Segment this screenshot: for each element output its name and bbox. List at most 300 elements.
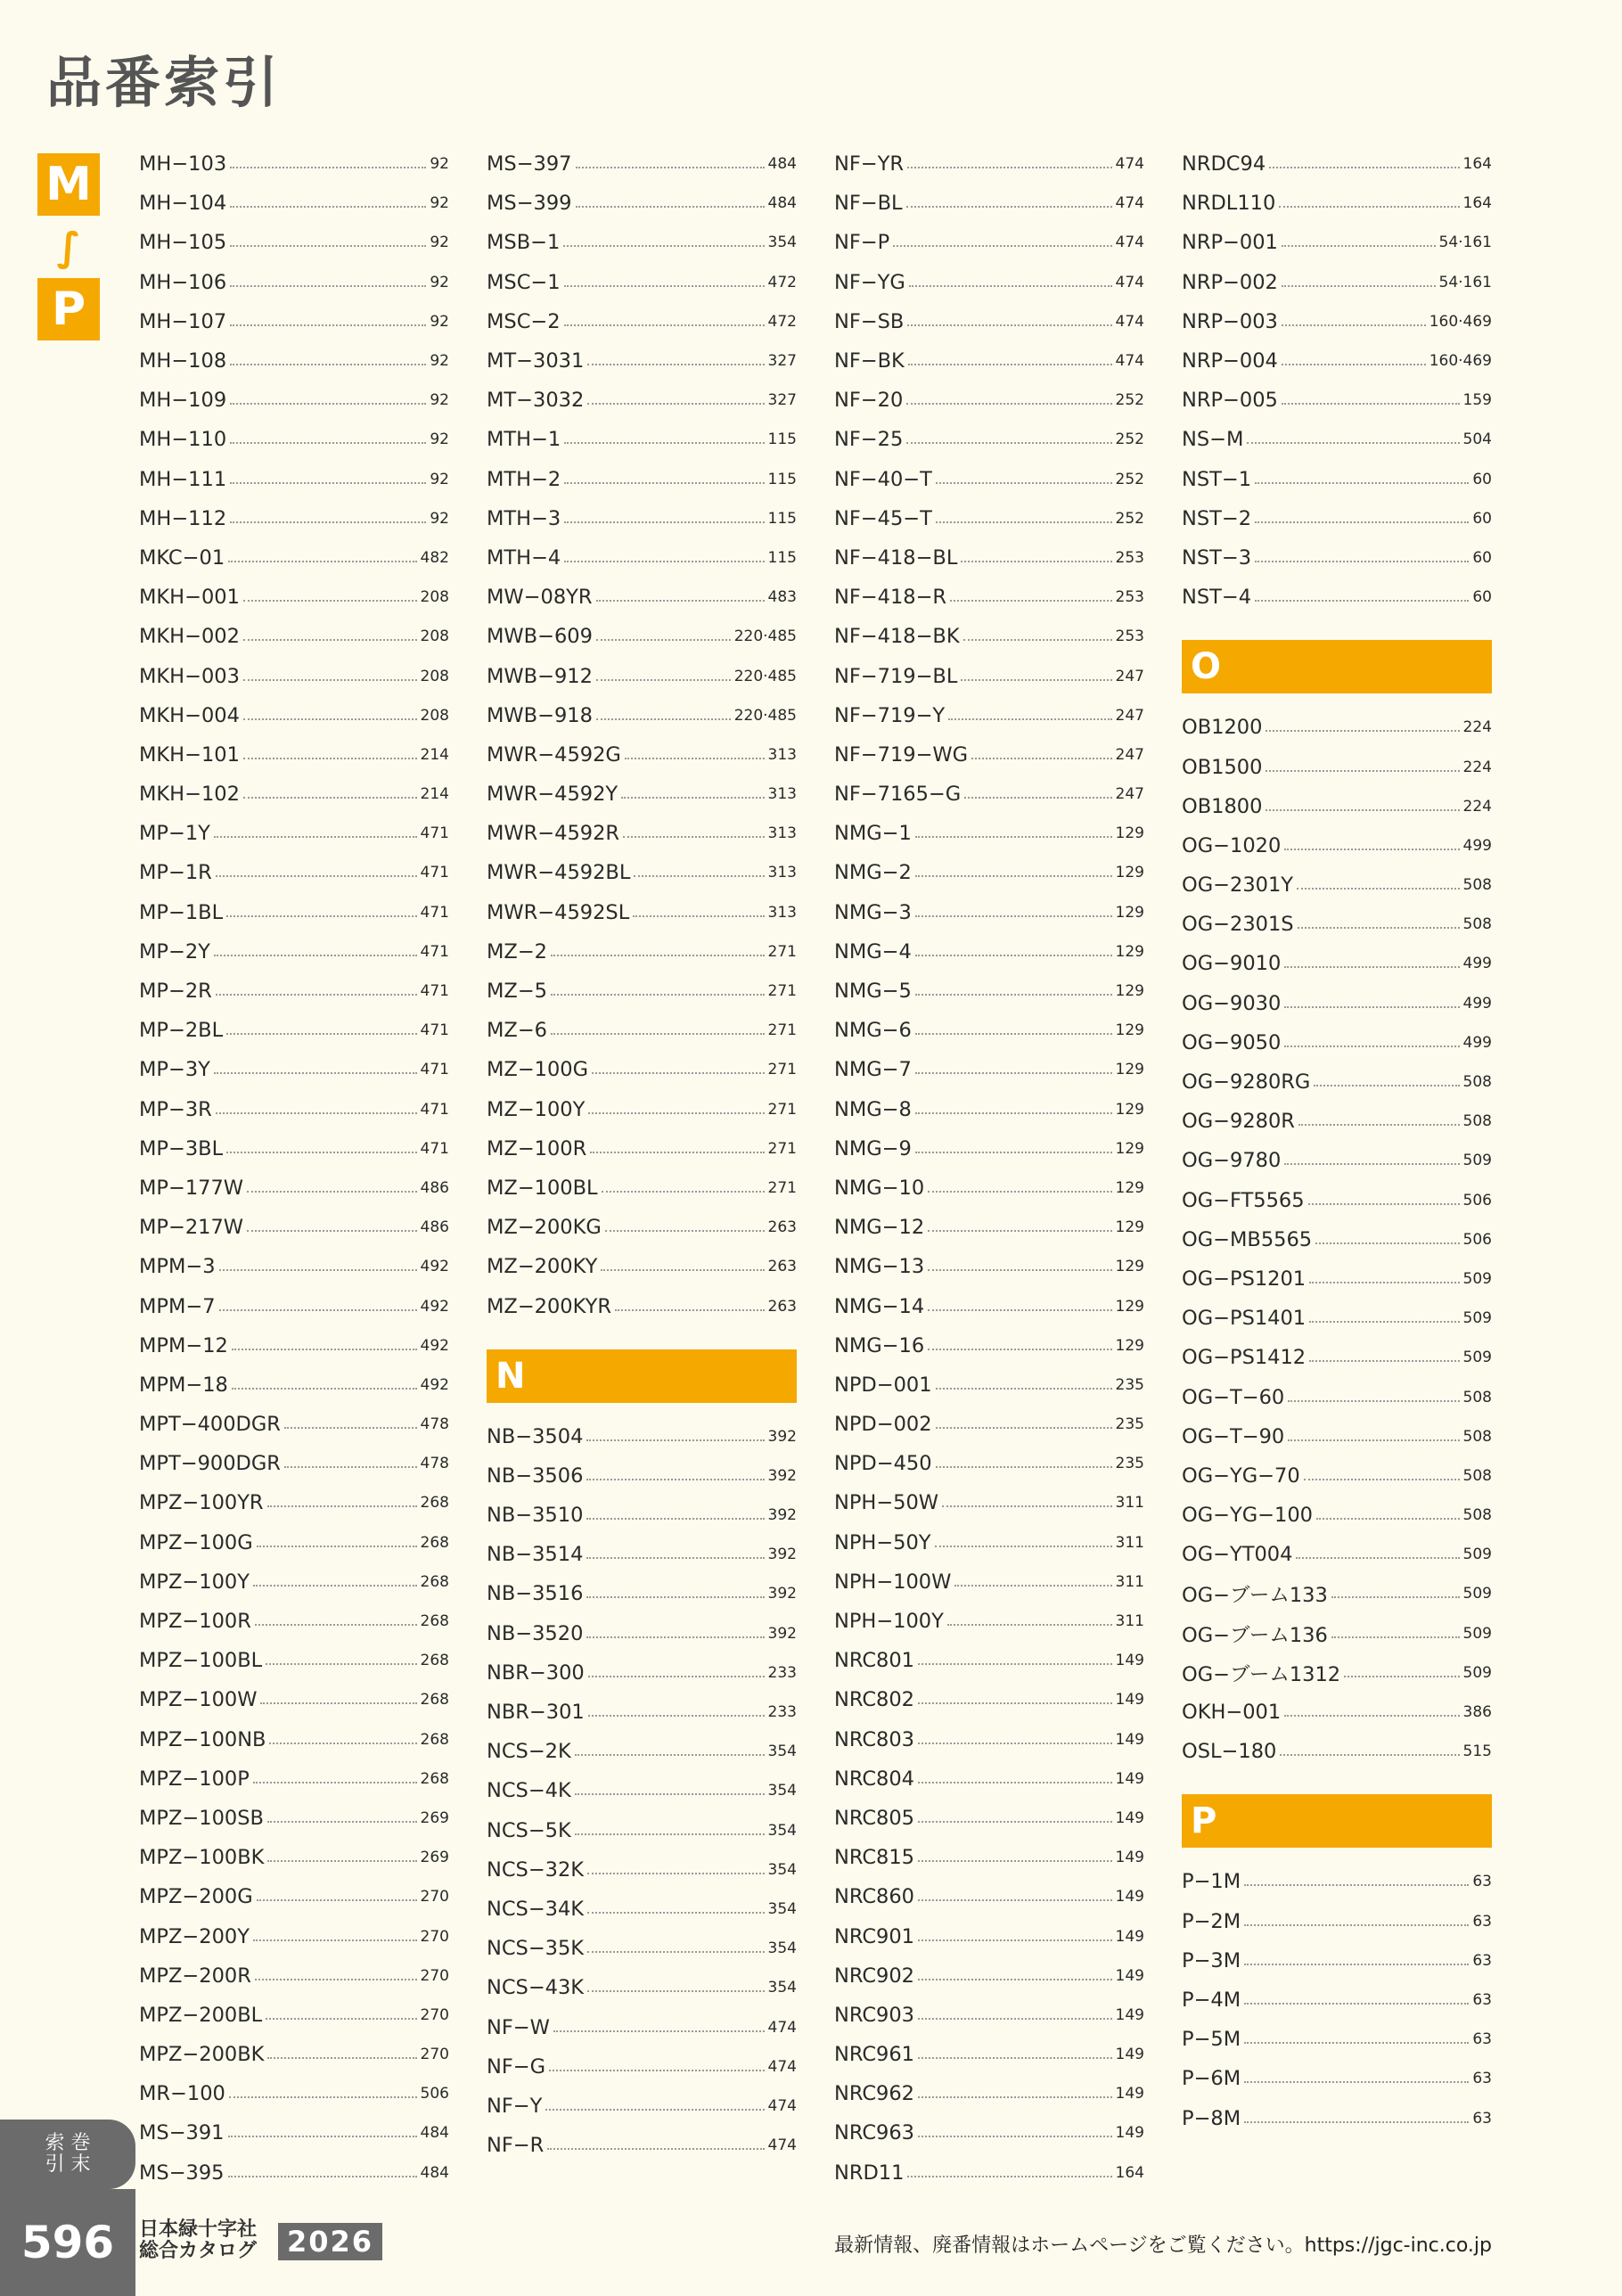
index-row <box>487 1614 797 1653</box>
index-row <box>139 263 449 302</box>
index-row <box>139 1602 449 1641</box>
index-row <box>139 1326 449 1365</box>
dot-leader <box>1244 2042 1469 2044</box>
page-ref: 509 <box>1462 1663 1492 1682</box>
product-code: NF−7165−G <box>834 783 962 807</box>
dot-leader <box>1282 324 1426 326</box>
product-code: P−6M <box>1182 2067 1241 2091</box>
page-ref: 263 <box>767 1258 797 1276</box>
index-row <box>139 617 449 656</box>
page-ref: 253 <box>1115 588 1144 607</box>
dot-leader <box>243 718 417 720</box>
page-ref: 313 <box>767 745 797 764</box>
page-ref: 354 <box>767 1979 797 1997</box>
index-row <box>487 1247 797 1286</box>
index-row <box>139 893 449 932</box>
index-row <box>1182 538 1492 578</box>
dot-leader <box>575 1754 765 1756</box>
page-ref: 471 <box>420 864 449 882</box>
product-code: OG−9010 <box>1182 952 1282 976</box>
section-header: O <box>1182 640 1492 693</box>
dot-leader <box>936 1427 1112 1429</box>
index-row <box>139 223 449 262</box>
dot-leader <box>1284 1163 1459 1165</box>
index-row <box>487 1496 797 1535</box>
dot-leader <box>625 758 765 759</box>
index-row <box>139 1090 449 1129</box>
product-code: NF−719−Y <box>834 703 946 727</box>
page-ref: 208 <box>420 706 449 725</box>
dot-leader <box>918 1860 1112 1862</box>
index-row <box>834 1050 1144 1089</box>
product-code: NMG−14 <box>834 1294 925 1318</box>
product-code: NRC903 <box>834 2003 914 2027</box>
dot-leader <box>605 1230 765 1232</box>
index-row <box>834 617 1144 656</box>
index-row <box>139 853 449 892</box>
product-code: NRDL110 <box>1182 192 1276 216</box>
dot-leader <box>915 994 1112 996</box>
dot-leader <box>267 2057 416 2059</box>
dot-leader <box>564 521 764 523</box>
dot-leader <box>588 1112 764 1114</box>
page-ref: 492 <box>420 1336 449 1355</box>
page-ref: 327 <box>767 391 797 410</box>
catalog-brand <box>139 2219 257 2262</box>
dot-leader <box>1282 403 1460 405</box>
page-ref: 160·469 <box>1429 312 1492 331</box>
page-ref: 354 <box>767 1742 797 1761</box>
index-row <box>487 617 797 656</box>
product-code: MZ−100Y <box>487 1097 586 1121</box>
product-code: MP−1BL <box>139 900 224 924</box>
index-row <box>1182 865 1492 905</box>
page-ref: 129 <box>1115 864 1144 882</box>
index-column-4 <box>1182 144 1492 2138</box>
index-row <box>1182 460 1492 499</box>
product-code: OG−T−60 <box>1182 1385 1285 1409</box>
product-code: NPH−100Y <box>834 1610 944 1634</box>
product-code: NB−3510 <box>487 1504 584 1528</box>
product-code: MKH−101 <box>139 742 240 767</box>
product-code: MKC−01 <box>139 545 225 570</box>
dot-leader <box>551 994 765 996</box>
product-code: NF−719−BL <box>834 664 958 688</box>
dot-leader <box>915 915 1112 917</box>
product-code: NCS−2K <box>487 1740 571 1764</box>
dot-leader <box>915 955 1112 956</box>
dot-leader <box>601 1269 764 1271</box>
product-code: NPD−450 <box>834 1452 932 1476</box>
product-code: NRC901 <box>834 1924 914 1948</box>
index-row <box>834 1011 1144 1050</box>
dot-leader <box>575 1793 765 1795</box>
index-row <box>834 1365 1144 1405</box>
product-code: MH−105 <box>139 231 227 255</box>
dot-leader <box>915 836 1112 838</box>
page-ref: 149 <box>1115 2124 1144 2143</box>
index-row <box>139 499 449 538</box>
index-row <box>834 460 1144 499</box>
page-ref: 129 <box>1115 1100 1144 1119</box>
index-row <box>487 853 797 892</box>
index-row <box>1182 1220 1492 1259</box>
product-code: MPM−3 <box>139 1255 216 1279</box>
dot-leader <box>915 1033 1112 1035</box>
index-row <box>834 1286 1144 1325</box>
dot-leader <box>1314 1085 1459 1086</box>
dot-leader <box>587 1873 764 1874</box>
dot-leader <box>230 364 426 365</box>
page-ref: 149 <box>1115 2046 1144 2064</box>
product-code: NST−1 <box>1182 467 1252 491</box>
dot-leader <box>230 442 426 444</box>
dot-leader <box>1296 1557 1459 1559</box>
dot-leader <box>915 1152 1112 1153</box>
website-note: 最新情報、廃番情報はホームページをご覧ください。https://jgc-inc.co.jp <box>834 2234 1492 2257</box>
page-ref: 311 <box>1115 1572 1144 1591</box>
dot-leader <box>950 600 1111 602</box>
page-ref: 63 <box>1472 1912 1492 1931</box>
product-code: OG−9780 <box>1182 1149 1282 1173</box>
dot-leader <box>936 1388 1112 1390</box>
dot-leader <box>586 1557 764 1559</box>
index-row <box>834 420 1144 459</box>
page-ref: 483 <box>767 588 797 607</box>
index-row <box>1182 1141 1492 1180</box>
index-row <box>1182 1377 1492 1416</box>
dot-leader <box>918 1742 1112 1744</box>
dot-leader <box>564 285 765 287</box>
dot-leader <box>1244 2121 1469 2123</box>
dot-leader <box>230 482 426 484</box>
dot-leader <box>547 2148 764 2150</box>
product-code: MPZ−100R <box>139 1610 251 1634</box>
product-code: MWR−4592R <box>487 822 620 846</box>
page-ref: 233 <box>767 1663 797 1682</box>
dot-leader <box>269 1742 416 1744</box>
index-row <box>487 420 797 459</box>
product-code: NF−R <box>487 2134 545 2158</box>
page-ref: 508 <box>1462 1466 1492 1485</box>
product-code: MS−395 <box>139 2161 225 2185</box>
product-code: MTH−4 <box>487 545 561 570</box>
page-ref: 129 <box>1115 1021 1144 1040</box>
dot-leader <box>633 915 764 917</box>
page-ref: 270 <box>420 2005 449 2024</box>
index-row <box>487 1811 797 1850</box>
product-code: NRC804 <box>834 1767 914 1791</box>
dot-leader <box>232 1388 417 1390</box>
index-row <box>1182 263 1492 302</box>
dot-leader <box>586 1596 764 1598</box>
product-code: OG−YG−70 <box>1182 1464 1300 1488</box>
dot-leader <box>954 1585 1111 1587</box>
product-code: MPM−7 <box>139 1294 216 1318</box>
dot-leader <box>1247 442 1459 444</box>
dot-leader <box>230 403 426 405</box>
index-row <box>834 2153 1144 2193</box>
index-row <box>834 1326 1144 1365</box>
product-code: MH−109 <box>139 389 227 413</box>
dot-leader <box>1282 364 1426 365</box>
product-code: MPZ−100P <box>139 1767 250 1791</box>
page-ref: 268 <box>420 1533 449 1552</box>
product-code: NMG−12 <box>834 1216 925 1240</box>
dot-leader <box>243 639 417 641</box>
index-row <box>834 853 1144 892</box>
page-ref: 499 <box>1462 836 1492 855</box>
dot-leader <box>1266 730 1459 732</box>
index-row <box>1182 420 1492 459</box>
page-ref: 492 <box>420 1375 449 1394</box>
dot-leader <box>1304 1479 1460 1480</box>
product-code: OG−9280RG <box>1182 1070 1311 1095</box>
product-code: NMG−3 <box>834 900 912 924</box>
page-ref: 92 <box>430 430 449 449</box>
index-row <box>139 2113 449 2152</box>
page-number: 596 <box>0 2189 135 2296</box>
product-code: NST−4 <box>1182 586 1252 610</box>
page-ref: 115 <box>767 430 797 449</box>
index-row <box>139 1759 449 1799</box>
product-code: MPM−18 <box>139 1373 228 1397</box>
page-ref: 271 <box>767 1139 797 1158</box>
page-ref: 63 <box>1472 2070 1492 2088</box>
page-ref: 60 <box>1472 548 1492 567</box>
product-code: MSB−1 <box>487 231 561 255</box>
index-row <box>487 1771 797 1810</box>
product-code: OG−9030 <box>1182 991 1282 1015</box>
index-row <box>487 775 797 814</box>
index-row <box>139 1168 449 1208</box>
product-code: NRC802 <box>834 1688 914 1712</box>
product-code: MWB−912 <box>487 664 593 688</box>
product-code: MSC−2 <box>487 309 561 333</box>
index-row <box>1182 499 1492 538</box>
index-column-2 <box>487 144 797 2165</box>
dot-leader <box>243 797 417 799</box>
index-row <box>139 1011 449 1050</box>
dot-leader <box>575 1833 765 1835</box>
product-code: MP−3R <box>139 1097 212 1121</box>
product-code: OG−YG−100 <box>1182 1504 1313 1528</box>
page-ref: 271 <box>767 1061 797 1079</box>
product-code: NRC963 <box>834 2121 914 2145</box>
dot-leader <box>948 718 1111 720</box>
product-code: NF−YG <box>834 270 905 294</box>
product-code: MP−177W <box>139 1176 244 1200</box>
product-code: MSC−1 <box>487 270 561 294</box>
product-code: OB1500 <box>1182 755 1263 779</box>
dot-leader <box>1298 927 1460 929</box>
product-code: NRC805 <box>834 1806 914 1830</box>
index-row <box>834 1602 1144 1641</box>
index-row <box>487 2126 797 2165</box>
dot-leader <box>226 915 416 917</box>
index-row <box>834 2113 1144 2152</box>
index-row <box>139 1956 449 1996</box>
page-ref: 129 <box>1115 982 1144 1001</box>
section-header: P <box>1182 1794 1492 1848</box>
page-ref: 471 <box>420 1021 449 1040</box>
dot-leader <box>615 1309 765 1311</box>
product-code: NF−G <box>487 2054 546 2079</box>
page-ref: 354 <box>767 1939 797 1958</box>
index-row <box>1182 1102 1492 1141</box>
page-ref: 270 <box>420 1927 449 1946</box>
page-ref: 214 <box>420 785 449 804</box>
page-ref: 508 <box>1462 1427 1492 1446</box>
page-ref: 129 <box>1115 1297 1144 1316</box>
index-row <box>139 1838 449 1877</box>
page-ref: 313 <box>767 864 797 882</box>
product-code: NF−45−T <box>834 506 932 530</box>
page-ref: 474 <box>767 2096 797 2115</box>
page-ref: 499 <box>1462 994 1492 1013</box>
dot-leader <box>563 245 764 247</box>
page-ref: 92 <box>430 352 449 371</box>
page-ref: 270 <box>420 1966 449 1985</box>
page-ref: 92 <box>430 194 449 213</box>
index-row <box>834 578 1144 617</box>
dot-leader <box>576 167 765 168</box>
product-code: MS−397 <box>487 152 572 176</box>
page-ref: 474 <box>1115 155 1144 174</box>
index-row <box>834 381 1144 420</box>
index-row <box>487 381 797 420</box>
product-code: OG−2301Y <box>1182 873 1294 898</box>
dot-leader <box>918 2096 1112 2098</box>
product-code: OG−FT5565 <box>1182 1188 1305 1212</box>
index-row <box>1182 1902 1492 1941</box>
dot-leader <box>907 324 1111 326</box>
product-code: NRC815 <box>834 1846 914 1870</box>
product-code: NPH−100W <box>834 1570 952 1594</box>
index-row <box>139 1916 449 1956</box>
index-row <box>487 972 797 1011</box>
index-row <box>1182 1023 1492 1062</box>
index-row <box>139 2074 449 2113</box>
dot-leader <box>551 955 765 956</box>
page-ref: 115 <box>767 470 797 488</box>
product-code: MZ−100G <box>487 1058 589 1082</box>
product-code: MKH−004 <box>139 703 240 727</box>
product-code: NCS−35K <box>487 1937 585 1961</box>
dot-leader <box>230 167 426 168</box>
dot-leader <box>1279 206 1459 208</box>
product-code: NPD−001 <box>834 1373 932 1397</box>
dot-leader <box>1266 809 1459 811</box>
index-row <box>834 1720 1144 1759</box>
page-ref: 474 <box>1115 234 1144 252</box>
index-row <box>1182 381 1492 420</box>
page-ref: 92 <box>430 391 449 410</box>
dot-leader <box>1288 1400 1459 1402</box>
product-code: MKH−102 <box>139 783 240 807</box>
dot-leader <box>1288 1439 1459 1441</box>
page-ref: 271 <box>767 982 797 1001</box>
page-ref: 149 <box>1115 1691 1144 1710</box>
index-row <box>1182 1862 1492 1901</box>
index-row <box>139 1877 449 1916</box>
page-ref: 247 <box>1115 706 1144 725</box>
page-ref: 247 <box>1115 745 1144 764</box>
index-row <box>487 1050 797 1089</box>
page-ref: 484 <box>767 155 797 174</box>
product-code: NF−W <box>487 2015 550 2039</box>
product-code: OG−9280R <box>1182 1110 1295 1134</box>
product-code: MPT−900DGR <box>139 1452 281 1476</box>
dot-leader <box>253 1782 417 1784</box>
dot-leader <box>1255 561 1469 562</box>
index-row <box>139 420 449 459</box>
dot-leader <box>230 521 426 523</box>
index-row <box>139 302 449 341</box>
index-row <box>487 1168 797 1208</box>
dot-leader <box>214 836 417 838</box>
index-row <box>487 1208 797 1247</box>
dot-leader <box>936 1466 1112 1468</box>
product-code: MZ−200KG <box>487 1216 602 1240</box>
product-code: NMG−7 <box>834 1058 912 1082</box>
dot-leader <box>266 1663 416 1665</box>
dot-leader <box>928 1309 1111 1311</box>
product-code: NMG−10 <box>834 1176 925 1200</box>
page-ref: 311 <box>1115 1612 1144 1631</box>
product-code: MPZ−200BL <box>139 2003 263 2027</box>
page-ref: 235 <box>1115 1415 1144 1434</box>
dot-leader <box>621 797 764 799</box>
product-code: NMG−16 <box>834 1333 925 1357</box>
page-ref: 474 <box>767 2136 797 2155</box>
dot-leader <box>915 1112 1112 1114</box>
product-code: MP−1Y <box>139 822 210 846</box>
page-ref: 313 <box>767 785 797 804</box>
index-row <box>834 1247 1144 1286</box>
dot-leader <box>936 482 1112 484</box>
product-code: NPD−002 <box>834 1413 932 1437</box>
page-ref: 471 <box>420 1139 449 1158</box>
page-ref: 508 <box>1462 1112 1492 1131</box>
index-row <box>1182 1417 1492 1456</box>
product-code: OB1800 <box>1182 794 1263 818</box>
product-code: P−5M <box>1182 2028 1241 2052</box>
product-code: OG−ブーム133 <box>1182 1584 1328 1608</box>
page-ref: 508 <box>1462 1073 1492 1092</box>
index-row <box>487 1890 797 1929</box>
index-row <box>487 893 797 932</box>
page-ref: 271 <box>767 1021 797 1040</box>
dot-leader <box>1280 1754 1459 1756</box>
dot-leader <box>1297 888 1460 890</box>
dot-leader <box>602 1191 765 1193</box>
dot-leader <box>596 679 731 681</box>
index-row <box>1182 2098 1492 2137</box>
index-row <box>139 656 449 695</box>
product-code: MT−3032 <box>487 389 585 413</box>
index-row <box>139 775 449 814</box>
dot-leader <box>1284 1715 1459 1717</box>
page-ref: 392 <box>767 1546 797 1564</box>
dot-leader <box>564 561 764 562</box>
dot-leader <box>592 1072 764 1074</box>
page-ref: 208 <box>420 627 449 646</box>
product-code: P−8M <box>1182 2106 1241 2130</box>
dot-leader <box>1282 285 1436 287</box>
index-row <box>834 1877 1144 1916</box>
dot-leader <box>229 2096 417 2098</box>
